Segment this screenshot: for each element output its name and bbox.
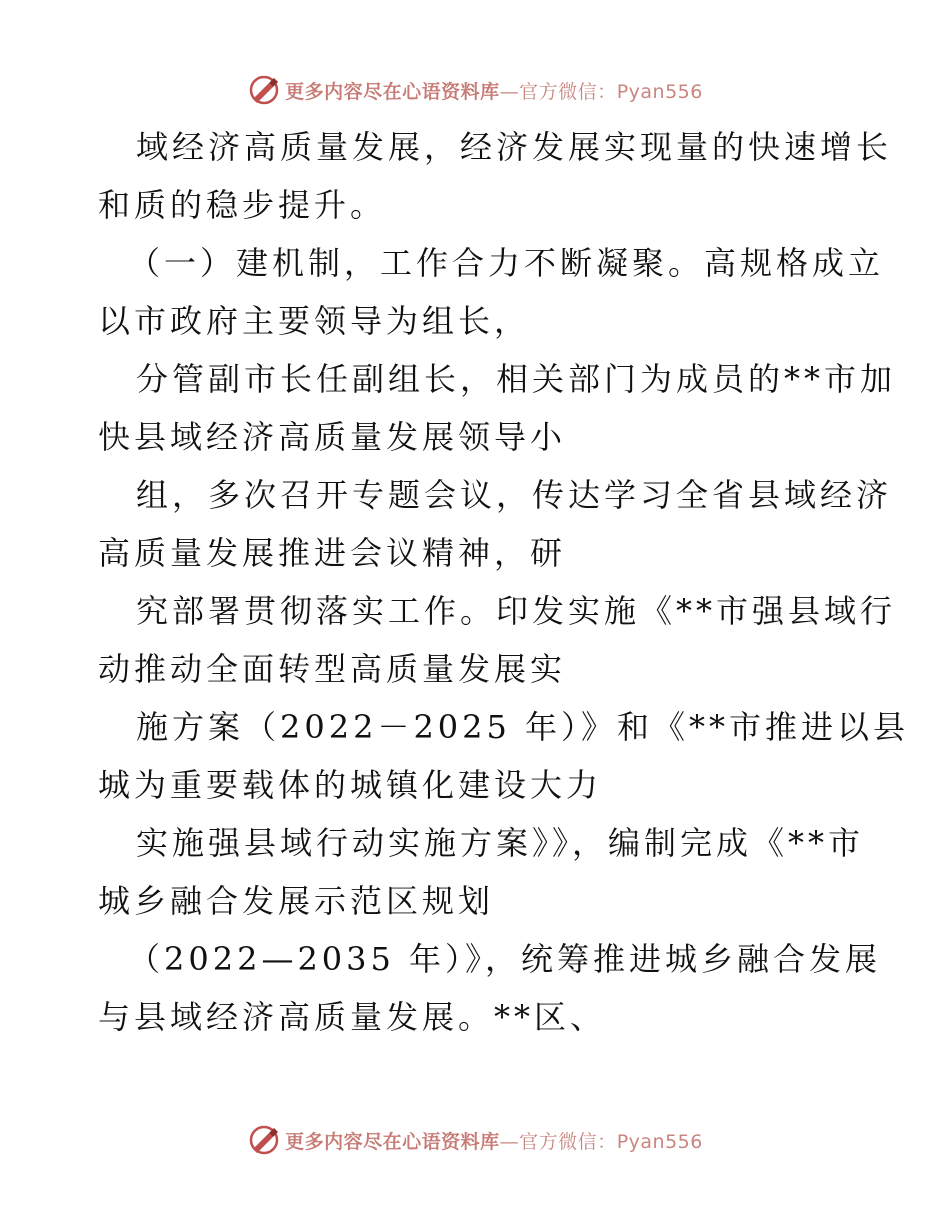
watermark-text: 更多内容尽在心语资料库—官方微信：Pyan556 [285,80,703,103]
pen-circle-logo-icon [247,73,281,107]
text-line: 组，多次召开专题会议，传达学习全省县域经济 [136,476,893,514]
header-watermark [0,70,950,110]
text-line: 域经济高质量发展，经济发展实现量的快速增长 [136,128,893,166]
text-line: 施方案（2022－2025 年）》和《**市推进以县 [136,708,910,746]
paragraph [98,466,893,582]
paragraph [98,118,893,234]
paragraph [98,582,897,698]
text-line: （2022—2035 年）》，统筹推进城乡融合发展 [128,940,882,978]
text-line: 与县域经济高质量发展。**区、 [98,998,607,1036]
text-line: 究部署贯彻落实工作。印发实施《**市强县域行 [136,592,897,630]
paragraph [98,350,897,466]
text-line: 城为重要载体的城镇化建设大力 [98,766,603,804]
text-line: 城乡融合发展示范区规划 [98,882,495,920]
text-line: 快县域经济高质量发展领导小 [98,418,567,456]
text-line: 高质量发展推进会议精神，研 [98,534,567,572]
paragraph [98,814,865,930]
text-line: 和质的稳步提升。 [98,186,387,224]
paragraph [98,234,885,350]
text-line: 动推动全面转型高质量发展实 [98,650,567,688]
watermark-text: 更多内容尽在心语资料库—官方微信：Pyan556 [285,1130,703,1153]
paragraph [98,930,882,1046]
text-line: 分管副市长任副组长，相关部门为成员的**市加 [136,360,897,398]
text-line: （一）建机制，工作合力不断凝聚。高规格成立 [128,244,885,282]
paragraph [98,698,910,814]
pen-circle-logo-icon [247,1123,281,1157]
text-line: 以市政府主要领导为组长， [98,302,531,340]
document-body [98,118,910,1046]
footer-watermark [0,1120,950,1160]
text-line: 实施强县域行动实施方案》》，编制完成《**市 [136,824,865,862]
